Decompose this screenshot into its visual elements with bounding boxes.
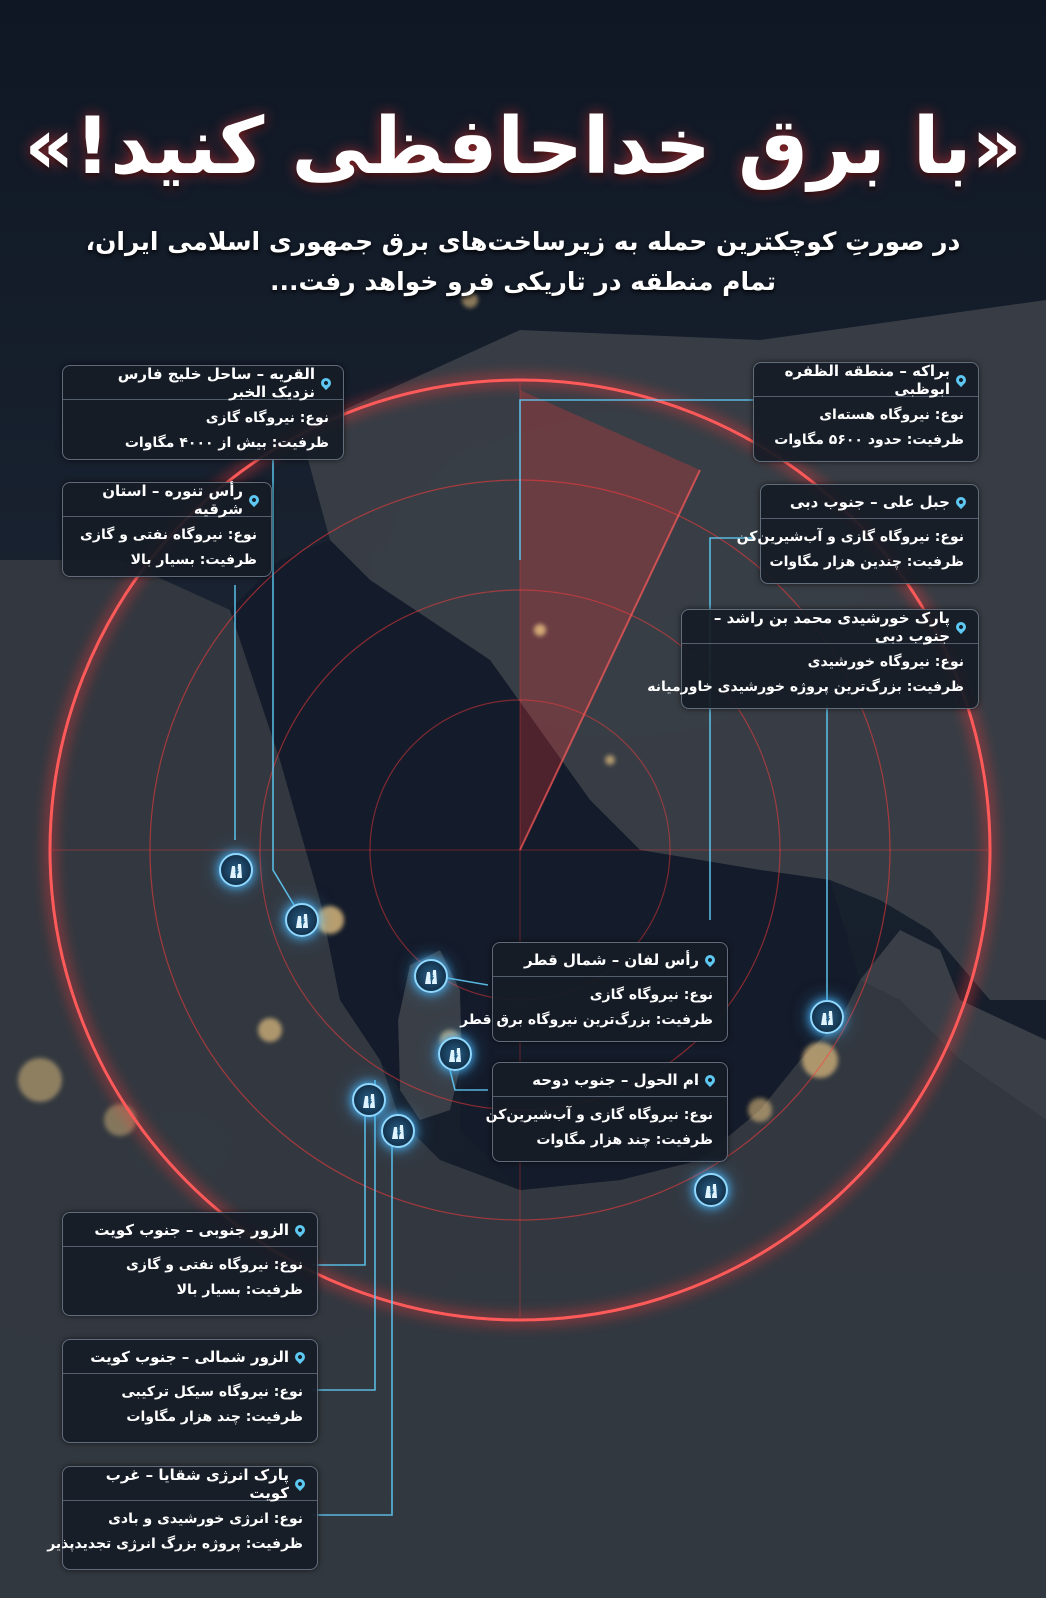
site-name: القریه – ساحل خلیج فارس نزدیک الخبر — [117, 364, 315, 401]
site-name: الزور جنوبی – جنوب کویت — [94, 1220, 289, 1239]
site-type: نوع: نیروگاه خورشیدی — [807, 654, 964, 670]
site-card-header — [682, 610, 978, 644]
site-card-umm-al-houl — [485, 1062, 728, 1162]
site-card-body — [63, 1374, 317, 1436]
power-plant-icon[interactable] — [381, 1114, 415, 1148]
site-card-az-zour-south — [62, 1212, 318, 1316]
site-card-header — [493, 1063, 727, 1097]
site-type: نوع: نیروگاه نفتی و گازی — [80, 527, 257, 543]
site-type: نوع: انرژی خورشیدی و بادی — [108, 1511, 303, 1527]
site-card-header — [493, 943, 727, 977]
site-capacity: ظرفیت: بسیار بالا — [176, 1282, 303, 1298]
site-name: رأس لفان – شمال قطر — [524, 950, 699, 969]
site-card-az-zour-north — [62, 1339, 318, 1443]
site-card-body — [63, 1247, 317, 1309]
site-card-header — [63, 366, 343, 400]
site-name: ام الحول – جنوب دوحه — [532, 1070, 699, 1089]
site-name: پارک خورشیدی محمد بن راشد – جنوب دبی — [713, 608, 950, 645]
site-card-body — [63, 517, 271, 579]
site-name: رأس تنوره – استان شرقیه — [102, 481, 243, 518]
site-type: نوع: نیروگاه سیکل ترکیبی — [121, 1384, 303, 1400]
site-type: نوع: نیروگاه هسته‌ای — [819, 407, 964, 423]
site-card-header — [761, 485, 978, 519]
site-card-ras-laffan — [460, 942, 728, 1042]
power-plant-icon[interactable] — [438, 1037, 472, 1071]
site-card-header — [63, 1340, 317, 1374]
site-card-jebel-ali — [736, 484, 979, 584]
site-type: نوع: نیروگاه گازی — [589, 987, 713, 1003]
site-card-qurayyah — [62, 365, 344, 460]
site-capacity: ظرفیت: بیش از ۴۰۰۰ مگاوات — [124, 435, 329, 451]
site-card-body — [485, 1097, 727, 1159]
power-plant-icon[interactable] — [414, 959, 448, 993]
site-card-body — [754, 397, 978, 459]
map-pin-icon — [954, 619, 968, 633]
site-card-header — [63, 1467, 317, 1501]
subtitle-line-2: تمام منطقه در تاریکی فرو خواهد رفت... — [269, 267, 777, 296]
power-plant-icon[interactable] — [219, 853, 253, 887]
site-card-body — [736, 519, 978, 581]
site-capacity: ظرفیت: چند هزار مگاوات — [536, 1132, 713, 1148]
site-capacity: ظرفیت: بزرگ‌ترین نیروگاه برق قطر — [460, 1012, 713, 1028]
site-name: الزور شمالی – جنوب کویت — [90, 1347, 289, 1366]
site-card-shagaya — [47, 1465, 318, 1570]
power-plant-icon[interactable] — [810, 1000, 844, 1034]
power-plant-icon[interactable] — [285, 903, 319, 937]
site-type: نوع: نیروگاه گازی و آب‌شیرین‌کن — [485, 1107, 713, 1123]
site-card-body — [460, 977, 727, 1039]
map-pin-icon — [703, 1072, 717, 1086]
map-pin-icon — [703, 952, 717, 966]
page-subtitle — [80, 222, 966, 302]
map-pin-icon — [954, 494, 968, 508]
site-card-mbr-solar — [647, 608, 979, 709]
power-plant-icon[interactable] — [694, 1173, 728, 1207]
site-capacity: ظرفیت: پروژه بزرگ انرژی تجدیدپذیر — [47, 1536, 303, 1552]
site-card-header — [63, 483, 271, 517]
map-pin-icon — [293, 1222, 307, 1236]
site-name: براکه – منطقه الظفره ابوظبی — [784, 361, 950, 398]
site-card-body — [63, 400, 343, 462]
page-title: «با برق خداحافظی کنید!» — [24, 102, 1022, 192]
map-pin-icon — [954, 372, 968, 386]
site-card-header — [63, 1213, 317, 1247]
site-type: نوع: نیروگاه گازی — [205, 410, 329, 426]
map-pin-icon — [319, 375, 333, 389]
site-capacity: ظرفیت: بزرگ‌ترین پروژه خورشیدی خاورمیانه — [647, 679, 964, 695]
site-name: پارک انرژی شقایا – غرب کویت — [105, 1465, 289, 1502]
site-capacity: ظرفیت: چندین هزار مگاوات — [769, 554, 964, 570]
site-type: نوع: نیروگاه گازی و آب‌شیرین‌کن — [736, 529, 964, 545]
site-card-body — [47, 1501, 317, 1563]
power-plant-icon[interactable] — [352, 1083, 386, 1117]
map-pin-icon — [247, 492, 261, 506]
site-capacity: ظرفیت: چند هزار مگاوات — [126, 1409, 303, 1425]
map-pin-icon — [293, 1476, 307, 1490]
site-name: جبل علی – جنوب دبی — [789, 492, 950, 511]
site-card-barakah — [753, 362, 979, 462]
site-card-ras-tanura — [62, 482, 272, 577]
site-capacity: ظرفیت: بسیار بالا — [130, 552, 257, 568]
site-capacity: ظرفیت: حدود ۵۶۰۰ مگاوات — [774, 432, 964, 448]
map-pin-icon — [293, 1349, 307, 1363]
site-type: نوع: نیروگاه نفتی و گازی — [126, 1257, 303, 1273]
site-card-body — [647, 644, 978, 706]
subtitle-line-1: در صورتِ کوچکترین حمله به زیرساخت‌های برق جمهوری اسلامی ایران، — [85, 227, 961, 256]
site-card-header — [754, 363, 978, 397]
